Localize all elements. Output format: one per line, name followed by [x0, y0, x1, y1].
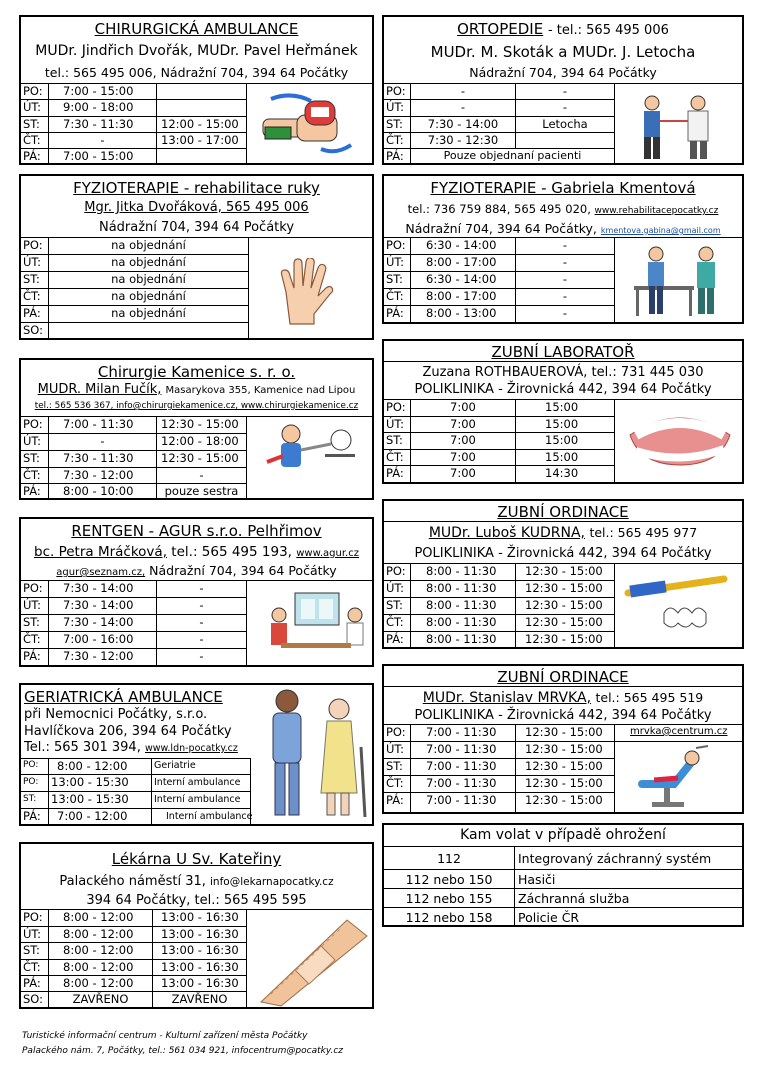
- day: PO:: [386, 238, 406, 252]
- time-b: -: [199, 649, 204, 663]
- day: PÁ:: [23, 976, 41, 990]
- doctor: MUDr. Luboš KUDRNA,: [428, 525, 585, 541]
- time: na objednání: [111, 289, 186, 303]
- time-a: 8:00 - 17:00: [426, 289, 497, 303]
- bandaged-hand-icon: [261, 89, 361, 161]
- day: ČT:: [386, 615, 404, 629]
- time-a: 8:00 - 12:00: [63, 927, 134, 941]
- day: ST:: [386, 759, 403, 773]
- time-a: 8:00 - 12:00: [63, 960, 134, 974]
- footer-line-2: Palackého nám. 7, Počátky, tel.: 561 034 921, infocentrum@pocatky.cz: [22, 1046, 344, 1056]
- day: ČT:: [386, 776, 404, 790]
- day: PÁ:: [23, 649, 41, 663]
- day: ČT:: [386, 289, 404, 303]
- time-a: 6:30 - 14:00: [426, 238, 497, 252]
- card-zubni-laborator: [382, 339, 744, 484]
- email-link[interactable]: agur@seznam.cz,: [56, 567, 146, 578]
- day: ST:: [386, 117, 403, 131]
- day: ČT:: [23, 133, 41, 147]
- address: POLIKLINIKA - Žirovnická 442, 394 64 Počátky: [414, 708, 712, 723]
- card-zubni-ordinace-kudrna: [382, 499, 744, 649]
- time-a: 8:00 - 17:00: [426, 255, 497, 269]
- day: PÁ:: [386, 466, 404, 480]
- day: ST:: [23, 794, 37, 804]
- day: ST:: [23, 272, 40, 286]
- tel: - tel.: 565 495 006: [547, 23, 669, 38]
- time-a: 8:00 - 11:30: [426, 581, 497, 595]
- card-lekarna: [19, 842, 374, 1009]
- time-b: 12:30 - 15:00: [525, 598, 603, 612]
- time-a: 8:00 - 12:00: [63, 976, 134, 990]
- time-a: 6:30 - 14:00: [426, 272, 497, 286]
- day: ST:: [386, 598, 403, 612]
- type: Geriatrie: [154, 760, 196, 771]
- hand-icon: [276, 258, 336, 328]
- time-b: 12:30 - 15:00: [525, 615, 603, 629]
- day: PÁ:: [23, 484, 41, 498]
- day: ČT:: [23, 960, 41, 974]
- day: ST:: [23, 615, 40, 629]
- day: ST:: [23, 943, 40, 957]
- emergency-number: 112 nebo 158: [405, 910, 493, 925]
- time-b: -: [562, 84, 568, 98]
- day: ÚT:: [386, 742, 405, 756]
- card-title: RENTGEN - AGUR s.r.o. Pelhřimov: [71, 522, 322, 540]
- type: Interní ambulance: [154, 777, 241, 788]
- day: ÚT:: [23, 927, 42, 941]
- day: ST:: [23, 451, 40, 465]
- time-a: -: [100, 133, 105, 147]
- day: PÁ:: [386, 306, 404, 320]
- time-a: 8:00 - 11:30: [426, 615, 497, 629]
- time-a: 7:00 - 11:30: [426, 725, 497, 739]
- time-a: 7:00: [450, 417, 476, 431]
- toothbrush-icon: [624, 573, 740, 637]
- dentures-icon: [622, 405, 738, 477]
- day: ČT:: [23, 289, 41, 303]
- day: PÁ:: [386, 632, 404, 646]
- time: na objednání: [111, 306, 186, 320]
- card-title: Chirurgie Kamenice s. r. o.: [97, 363, 296, 381]
- time-a: 7:00 - 11:30: [426, 793, 497, 807]
- time-a: 7:00: [450, 433, 476, 447]
- orthopedist-illustration-icon: [624, 91, 734, 161]
- time: 8:00 - 12:00: [57, 759, 128, 773]
- time-a: 8:00 - 10:00: [63, 484, 134, 498]
- day: ÚT:: [23, 434, 42, 448]
- day: ÚT:: [386, 417, 405, 431]
- time-b: ZAVŘENO: [171, 992, 228, 1006]
- card-title: FYZIOTERAPIE - rehabilitace ruky: [73, 179, 320, 197]
- type: Interní ambulance: [154, 794, 241, 805]
- time-b: 12:30 - 15:00: [161, 451, 239, 465]
- day: ÚT:: [23, 255, 42, 269]
- web-link[interactable]: www.rehabilitacepocatky.cz: [594, 206, 719, 216]
- time-b: 12:30 - 15:00: [525, 564, 603, 578]
- doctor: MUDR. Milan Fučík,: [37, 382, 162, 397]
- day: ÚT:: [386, 255, 405, 269]
- time-a: 7:00 - 15:00: [63, 149, 134, 163]
- type: Interní ambulance: [166, 811, 253, 822]
- day: PO:: [23, 777, 39, 787]
- emergency-number: 112 nebo 155: [405, 891, 493, 906]
- time-a: 7:30 - 11:30: [63, 117, 134, 131]
- day: ÚT:: [386, 100, 405, 114]
- time-a: 9:00 - 18:00: [63, 100, 134, 114]
- time-b: 15:00: [545, 400, 579, 414]
- time: na objednání: [111, 255, 186, 269]
- person: Mgr. Jitka Dvořáková, 565 495 006: [84, 200, 309, 215]
- time-a: 7:00 - 11:30: [426, 742, 497, 756]
- card-title: GERIATRICKÁ AMBULANCE: [24, 688, 223, 706]
- time: na objednání: [111, 272, 186, 286]
- time-b: 15:00: [545, 433, 579, 447]
- tel: tel.: 736 759 884, 565 495 020,: [407, 202, 591, 216]
- person: bc. Petra Mráčková,: [34, 544, 167, 560]
- day: ST:: [23, 117, 40, 131]
- time-b: 12:30 - 15:00: [525, 793, 603, 807]
- time-a: 8:00 - 11:30: [426, 632, 497, 646]
- time-b: 12:30 - 15:00: [525, 581, 603, 595]
- dentist-chair-icon: [634, 744, 712, 810]
- time-a: 7:00: [450, 450, 476, 464]
- time-b: 14:30: [545, 466, 579, 480]
- time-b: 12:30 - 15:00: [525, 776, 603, 790]
- time-b: 12:30 - 15:00: [525, 632, 603, 646]
- card-title: CHIRURGICKÁ AMBULANCE: [94, 20, 299, 38]
- address: POLIKLINIKA - Žirovnická 442, 394 64 Počátky: [414, 382, 712, 397]
- address: Nádražní 704, 394 64 Počátky,: [405, 221, 597, 236]
- time-b: 12:30 - 15:00: [525, 759, 603, 773]
- day: PO:: [23, 417, 43, 431]
- day: ÚT:: [23, 100, 42, 114]
- card-zubni-ordinace-mrvka: [382, 664, 744, 814]
- time-a: -: [460, 84, 466, 98]
- day: ST:: [386, 433, 403, 447]
- time-a: 8:00 - 11:30: [426, 564, 497, 578]
- bandage-plaster-icon: [251, 914, 371, 1008]
- day: PO:: [386, 564, 406, 578]
- time-b: -: [562, 272, 568, 286]
- email-link[interactable]: kmentova.gabina@gmail.com: [600, 226, 721, 235]
- time-a: 8:00 - 11:30: [426, 598, 497, 612]
- line2: Havlíčkova 206, 394 64 Počátky: [24, 724, 232, 739]
- doctor: MUDr. Stanislav MRVKA,: [422, 690, 592, 706]
- time-a: ZAVŘENO: [72, 992, 129, 1006]
- time-b: -: [199, 632, 204, 646]
- time-b: pouze sestra: [164, 484, 239, 498]
- emergency-number: 112: [437, 851, 461, 866]
- emergency-number: 112 nebo 150: [405, 872, 493, 887]
- day: PO:: [23, 238, 43, 252]
- time-b: 15:00: [545, 450, 579, 464]
- address: Masarykova 355, Kamenice nad Lipou: [165, 385, 356, 396]
- day: PO:: [386, 725, 406, 739]
- time-a: 7:30 - 14:00: [63, 615, 134, 629]
- day: PO:: [23, 910, 43, 924]
- time-a: -: [460, 100, 466, 114]
- contact[interactable]: tel.: 565 536 367, info@chirurgiekamenice.cz, www.chirurgiekamenice.cz: [34, 401, 359, 411]
- address2: 394 64 Počátky, tel.: 565 495 595: [86, 893, 307, 908]
- day: PÁ:: [23, 306, 41, 320]
- doctor-injection-icon: [261, 422, 361, 478]
- tel: tel.: 565 495 977: [589, 525, 698, 540]
- time-b: -: [199, 615, 204, 629]
- time-b: 12:30 - 15:00: [525, 742, 603, 756]
- time-a: 7:00 - 16:00: [63, 632, 134, 646]
- time-a: 7:30 - 12:00: [63, 468, 134, 482]
- time: 13:00 - 15:30: [51, 792, 129, 806]
- day: ST:: [386, 272, 403, 286]
- card-fyzioterapie-kmentova: [382, 174, 744, 324]
- card-chirurgie-kamenice: [19, 358, 374, 500]
- address: Nádražní 704, 394 64 Počátky: [98, 220, 295, 235]
- day: ČT:: [23, 632, 41, 646]
- day: PÁ:: [386, 149, 404, 163]
- address: Nádražní 704, 394 64 Počátky: [469, 65, 657, 80]
- card-fyzioterapie-ruky: [19, 174, 374, 340]
- day: ÚT:: [23, 598, 42, 612]
- day: ČT:: [386, 133, 404, 147]
- card-title: ORTOPEDIE: [457, 20, 544, 38]
- day: PO:: [23, 84, 43, 98]
- time-a: 7:30 - 12:30: [427, 133, 499, 147]
- card-title: FYZIOTERAPIE - Gabriela Kmentová: [430, 179, 696, 197]
- day: PÁ:: [386, 793, 404, 807]
- address: POLIKLINIKA - Žirovnická 442, 394 64 Počátky: [414, 546, 712, 561]
- day: ČT:: [386, 450, 404, 464]
- card-title: ZUBNÍ ORDINACE: [497, 503, 629, 521]
- time-b: 13:00 - 17:00: [161, 133, 239, 147]
- time-a: 7:00: [450, 400, 476, 414]
- time-a: 7:30 - 12:00: [63, 649, 134, 663]
- time-b: 13:00 - 16:30: [161, 960, 239, 974]
- emergency-service: Policie ČR: [518, 910, 580, 925]
- day: PO:: [386, 84, 406, 98]
- card-geriatricka-ambulance: [19, 683, 374, 826]
- caregiver-elderly-illustration-icon: [257, 687, 373, 824]
- day: ČT:: [23, 468, 41, 482]
- time-b: -: [562, 306, 568, 320]
- time-b: 13:00 - 16:30: [161, 927, 239, 941]
- time-a: 8:00 - 13:00: [426, 306, 497, 320]
- doctors: MUDr. M. Skoták a MUDr. J. Letocha: [430, 43, 696, 61]
- web-link[interactable]: www.ldn-pocatky.cz: [144, 743, 238, 754]
- time-b: -: [199, 598, 204, 612]
- time-a: 7:00 - 11:30: [426, 759, 497, 773]
- tel: tel.: 565 495 519: [595, 690, 704, 705]
- card-emergency-numbers: [382, 823, 744, 927]
- emergency-service: Záchranná služba: [518, 891, 630, 906]
- time: 13:00 - 15:30: [51, 775, 129, 789]
- time-a: 7:30 - 14:00: [63, 598, 134, 612]
- time-b: 12:00 - 15:00: [161, 117, 239, 131]
- time-b: 13:00 - 16:30: [161, 976, 239, 990]
- time-b: -: [562, 289, 568, 303]
- time: 7:00 - 12:00: [57, 809, 128, 823]
- card-ortopedie: [382, 15, 744, 165]
- xray-consultation-icon: [261, 585, 371, 663]
- day: PÁ:: [23, 809, 41, 823]
- time-b: 12:00 - 18:00: [161, 434, 239, 448]
- time-a: 7:30 - 14:00: [427, 117, 499, 131]
- time-b: 13:00 - 16:30: [161, 910, 239, 924]
- time-b: 13:00 - 16:30: [161, 943, 239, 957]
- address1: Palackého náměstí 31,: [59, 874, 206, 889]
- doctors: MUDr. Jindřich Dvořák, MUDr. Pavel Heřmánek: [35, 43, 358, 59]
- time-a: 7:00: [450, 466, 476, 480]
- day: SO:: [23, 992, 44, 1006]
- day: PO:: [23, 581, 43, 595]
- time-a: 8:00 - 12:00: [63, 943, 134, 957]
- time-b: -: [562, 238, 568, 252]
- time-b: 12:30 - 15:00: [161, 417, 239, 431]
- time-a: 7:30 - 11:30: [63, 451, 134, 465]
- time-b: -: [199, 581, 204, 595]
- web-link[interactable]: www.agur.cz: [296, 548, 359, 559]
- time-a: 8:00 - 12:00: [63, 910, 134, 924]
- physiotherapy-illustration-icon: [626, 242, 736, 318]
- card-title: ZUBNÍ LABORATOŘ: [491, 343, 635, 361]
- contact: tel.: 565 495 006, Nádražní 704, 394 64 Počátky: [44, 65, 349, 80]
- card-title: Kam volat v případě ohrožení: [460, 827, 666, 843]
- day: PÁ:: [23, 149, 41, 163]
- email-link[interactable]: mrvka@centrum.cz: [630, 726, 728, 737]
- card-title: ZUBNÍ ORDINACE: [497, 668, 629, 686]
- time-b: 15:00: [545, 417, 579, 431]
- day: PO:: [23, 760, 39, 770]
- tel: tel.: 565 495 193,: [171, 544, 292, 560]
- time-b: -: [562, 100, 568, 114]
- card-rentgen: [19, 517, 374, 667]
- day: SO:: [23, 323, 44, 337]
- emergency-service: Hasiči: [518, 872, 556, 887]
- day: PO:: [386, 400, 406, 414]
- card-chirurgicka-ambulance: [19, 15, 374, 165]
- email: info@lekarnapocatky.cz: [210, 876, 334, 888]
- time-a: 7:00 - 15:00: [63, 84, 134, 98]
- time-b: -: [199, 468, 204, 482]
- footer-line-1: Turistické informační centrum - Kulturní zařízení města Počátky: [22, 1031, 308, 1041]
- time-a: 7:00 - 11:30: [426, 776, 497, 790]
- line1: při Nemocnici Počátky, s.r.o.: [24, 707, 208, 722]
- card-title: Lékárna U Sv. Kateřiny: [111, 850, 282, 868]
- address: Nádražní 704, 394 64 Počátky: [149, 563, 337, 578]
- person: Zuzana ROTHBAUEROVÁ, tel.: 731 445 030: [422, 365, 704, 380]
- time-b: -: [562, 255, 568, 269]
- time-b: Letocha: [542, 117, 588, 131]
- time: na objednání: [111, 238, 186, 252]
- day: ÚT:: [386, 581, 405, 595]
- tel: Tel.: 565 301 394,: [24, 740, 141, 755]
- time-a: -: [100, 434, 105, 448]
- time-b: 12:30 - 15:00: [525, 725, 603, 739]
- time-a: 7:30 - 14:00: [63, 581, 134, 595]
- time-a: 7:00 - 11:30: [63, 417, 134, 431]
- emergency-service: Integrovaný záchranný systém: [518, 851, 712, 866]
- note: Pouze objednaní pacienti: [443, 149, 582, 162]
